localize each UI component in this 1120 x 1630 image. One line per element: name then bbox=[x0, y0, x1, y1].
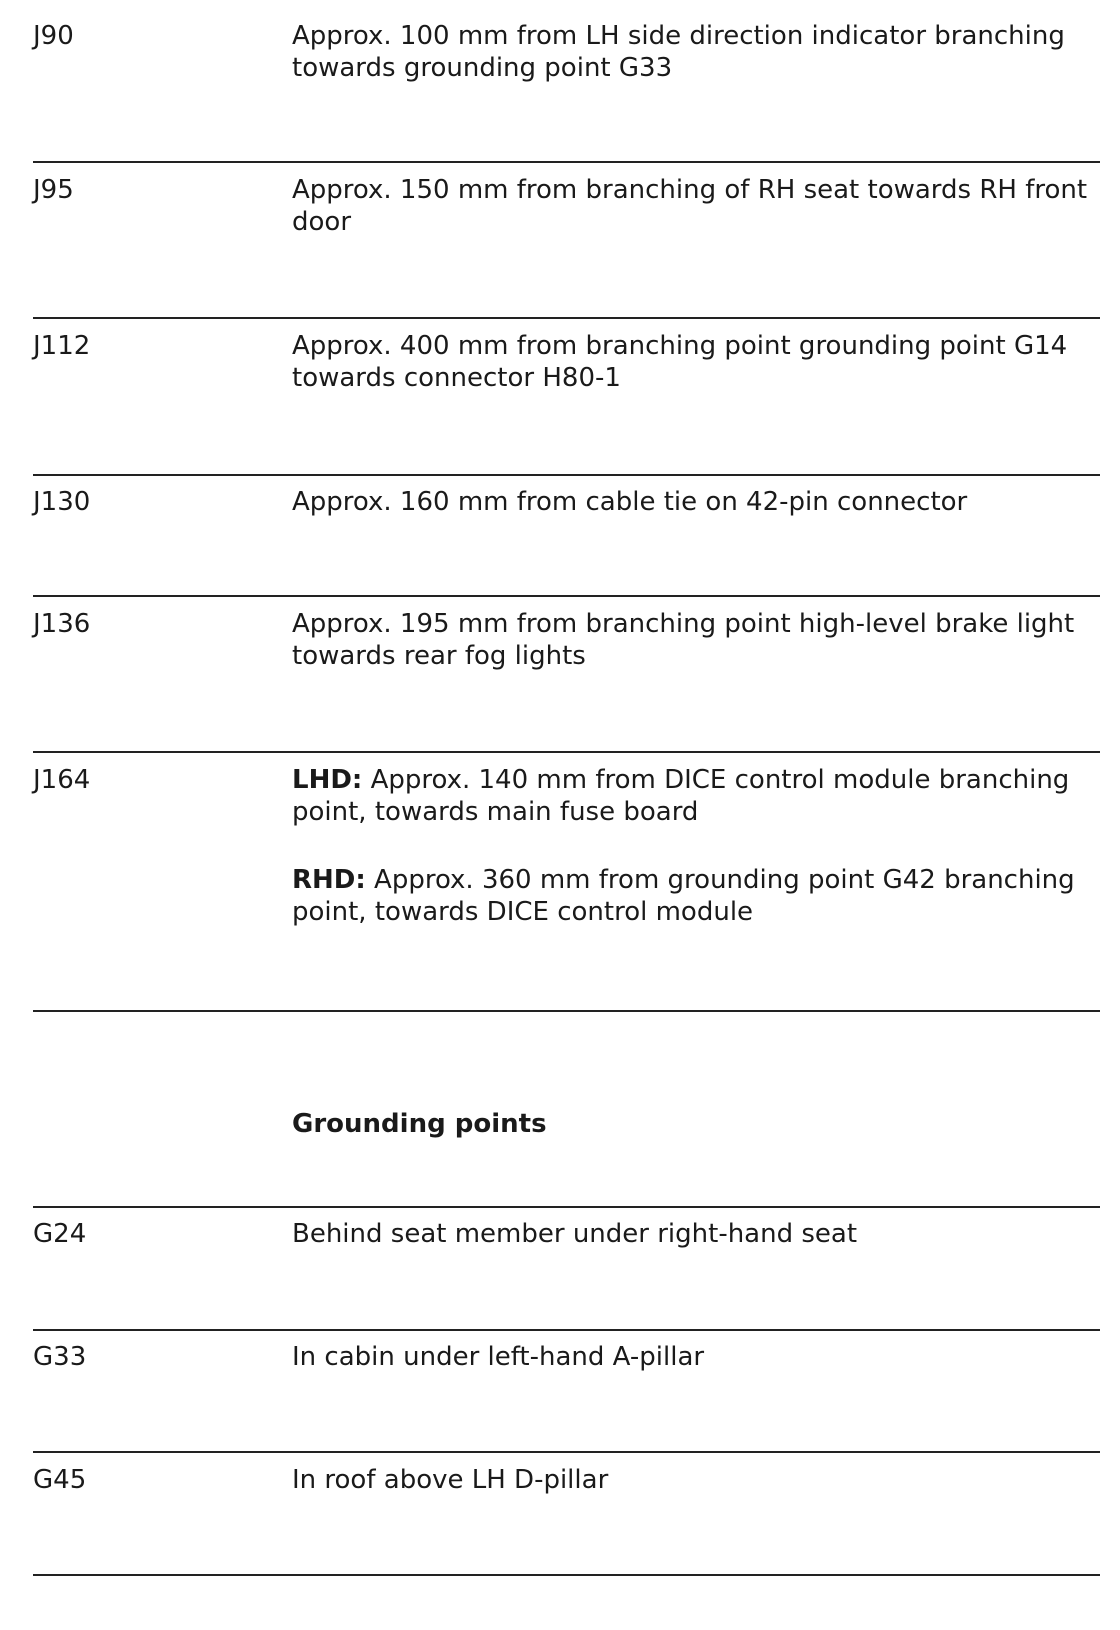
junction-description: Approx. 100 mm from LH side direction indicator branching towards grounding point G33 bbox=[292, 21, 1065, 83]
junction-description bbox=[292, 764, 1100, 928]
lhd-paragraph bbox=[292, 764, 1100, 828]
row-divider bbox=[33, 474, 1100, 476]
rhd-paragraph bbox=[292, 864, 1100, 928]
grounding-description: In roof above LH D-pillar bbox=[292, 1465, 609, 1495]
rhd-label: RHD: bbox=[292, 865, 366, 895]
junction-description: Approx. 160 mm from cable tie on 42-pin connector bbox=[292, 487, 968, 517]
junction-code: J164 bbox=[33, 765, 91, 795]
lhd-text: Approx. 140 mm from DICE control module branching point, towards main fuse board bbox=[292, 765, 1070, 827]
row-divider bbox=[33, 595, 1100, 597]
row-divider bbox=[33, 751, 1100, 753]
junction-code: J136 bbox=[33, 609, 91, 639]
row-divider bbox=[33, 1574, 1100, 1576]
row-divider bbox=[33, 161, 1100, 163]
row-divider bbox=[33, 317, 1100, 319]
junction-code: J90 bbox=[33, 21, 74, 51]
grounding-description: In cabin under left-hand A-pillar bbox=[292, 1342, 705, 1372]
grounding-code: G45 bbox=[33, 1465, 87, 1495]
lhd-label: LHD: bbox=[292, 765, 363, 795]
section-heading: Grounding points bbox=[292, 1109, 547, 1139]
grounding-description: Behind seat member under right-hand seat bbox=[292, 1219, 858, 1249]
row-divider bbox=[33, 1451, 1100, 1453]
junction-description: Approx. 195 mm from branching point high-level brake light towards rear fog lights bbox=[292, 609, 1075, 671]
row-divider bbox=[33, 1206, 1100, 1208]
junction-code: J130 bbox=[33, 487, 91, 517]
row-divider bbox=[33, 1010, 1100, 1012]
grounding-code: G24 bbox=[33, 1219, 87, 1249]
junction-code: J112 bbox=[33, 331, 91, 361]
row-divider bbox=[33, 1329, 1100, 1331]
junction-code: J95 bbox=[33, 175, 74, 205]
junction-description: Approx. 400 mm from branching point grounding point G14 towards connector H80-1 bbox=[292, 331, 1068, 393]
grounding-code: G33 bbox=[33, 1342, 87, 1372]
rhd-text: Approx. 360 mm from grounding point G42 branching point, towards DICE control module bbox=[292, 865, 1075, 927]
junction-description: Approx. 150 mm from branching of RH seat towards RH front door bbox=[292, 175, 1088, 237]
